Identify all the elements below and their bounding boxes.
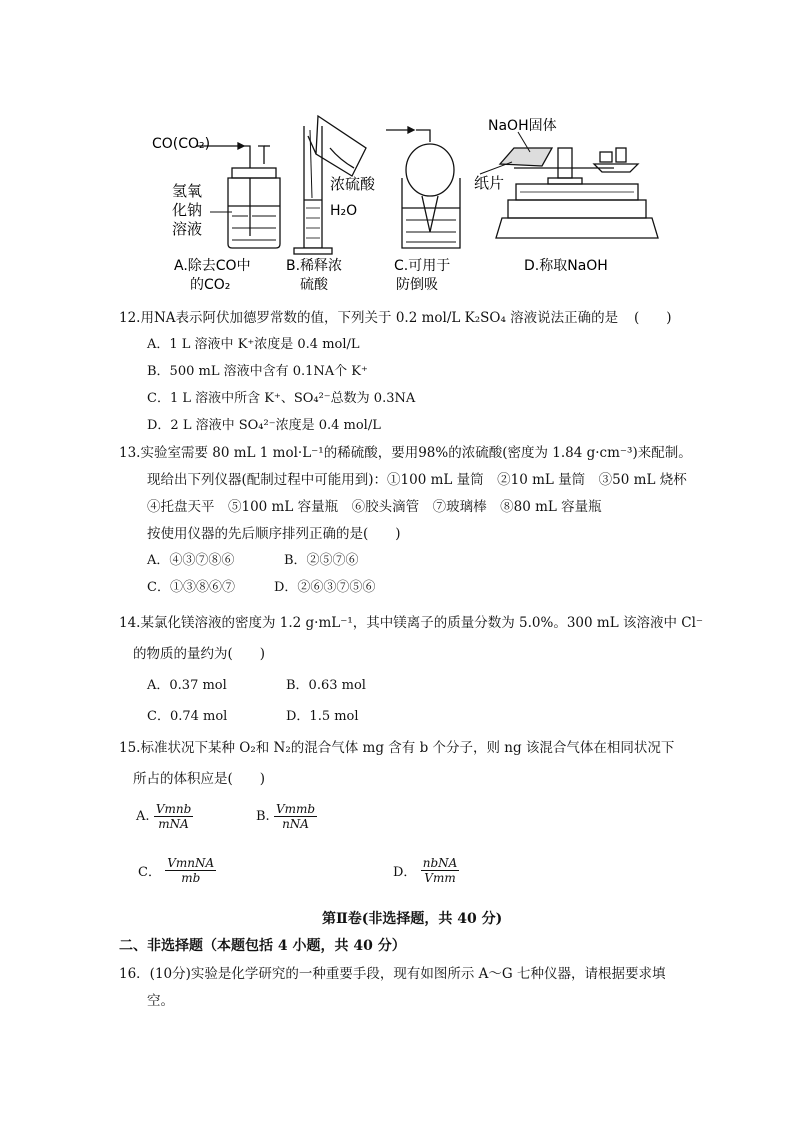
caption-a-line1: A.除去CO中	[174, 258, 251, 274]
label-naoh-solution-3: 溶液	[172, 220, 203, 238]
section-title: 第Ⅱ卷(非选择题，共 40 分)	[322, 911, 503, 927]
apparatus-figure	[140, 108, 660, 298]
caption-b-line2: 硫酸	[300, 277, 328, 293]
q12-option-c: C．1 L 溶液中所含 K⁺、SO₄²⁻总数为 0.3NA	[147, 391, 416, 406]
q15-a-numerator: Vmnb	[155, 802, 192, 816]
gas-washing-bottle-drawing	[196, 143, 280, 248]
label-naoh-solution-1: 氢氧	[172, 182, 203, 200]
label-conc-acid: 浓硫酸	[330, 175, 376, 193]
q15-option-c-label: C．	[138, 865, 161, 880]
q15-c-denominator: mb	[181, 871, 201, 885]
q15-option-b-label: B.	[256, 809, 270, 824]
q15-option-a	[136, 802, 193, 831]
q16-line1: 16．(10分)实验是化学研究的一种重要手段，现有如图所示 A～G 七种仪器，请根据要求填	[119, 966, 666, 982]
anti-suckback-drawing	[386, 127, 460, 248]
q15-option-b-fraction	[274, 802, 317, 831]
q15-option-d-label: D．	[393, 865, 417, 880]
q12-option-d: D．2 L 溶液中 SO₄²⁻浓度是 0.4 mol/L	[147, 418, 381, 433]
label-naoh-solution-2: 化钠	[172, 201, 203, 219]
q13-line4: 按使用仪器的先后顺序排列正确的是( )	[147, 526, 401, 542]
q15-option-a-label: A.	[136, 809, 150, 824]
q13-option-b: B．②⑤⑦⑥	[284, 553, 359, 568]
section-part-heading: 二、非选择题（本题包括 4 小题，共 40 分）	[119, 938, 406, 954]
q15-option-c	[138, 856, 216, 885]
q14-option-c: C．0.74 mol	[147, 709, 228, 724]
q15-c-numerator: VmnNA	[167, 856, 215, 870]
q15-option-d	[393, 856, 459, 885]
q15-b-numerator: Vmmb	[275, 802, 316, 816]
q15-b-denominator: nNA	[282, 817, 309, 831]
balance-drawing	[480, 132, 658, 238]
q14-option-b: B．0.63 mol	[286, 678, 366, 693]
q13-option-d: D．②⑥③⑦⑤⑥	[274, 580, 376, 595]
q13-line1: 13.实验室需要 80 mL 1 mol·L⁻¹的稀硫酸，要用98%的浓硫酸(密度为 1.84 g·cm⁻³)来配制。	[119, 445, 692, 461]
q14-option-d: D．1.5 mol	[286, 709, 359, 724]
q13-line3: ④托盘天平 ⑤100 mL 容量瓶 ⑥胶头滴管 ⑦玻璃棒 ⑧80 mL 容量瓶	[147, 499, 602, 515]
q12-paren: ( )	[634, 310, 672, 326]
caption-a-line2: 的CO₂	[190, 277, 231, 293]
q12-option-a: A．1 L 溶液中 K⁺浓度是 0.4 mol/L	[147, 337, 360, 352]
q13-option-a: A．④③⑦⑧⑥	[147, 553, 235, 568]
q15-option-b	[256, 802, 317, 831]
q13-option-c: C．①③⑧⑥⑦	[147, 580, 235, 595]
q14-option-a: A．0.37 mol	[147, 678, 227, 693]
q15-a-denominator: mNA	[158, 817, 189, 831]
caption-d-line1: D.称取NaOH	[524, 258, 608, 274]
q15-option-d-fraction	[421, 856, 460, 885]
q15-d-numerator: nbNA	[422, 856, 458, 870]
q15-line1: 15.标准状况下某种 O₂和 N₂的混合气体 mg 含有 b 个分子，则 ng 该混合气体在相同状况下	[119, 740, 675, 756]
q15-option-c-fraction	[165, 856, 216, 885]
q12-option-b: B．500 mL 溶液中含有 0.1NA个 K⁺	[147, 364, 368, 379]
q12-stem: 12.用NA表示阿伏加德罗常数的值，下列关于 0.2 mol/L K₂SO₄ 溶液说法正确的是	[119, 310, 619, 326]
q15-d-denominator: Vmm	[424, 871, 456, 885]
q14-line1: 14.某氯化镁溶液的密度为 1.2 g·mL⁻¹，其中镁离子的质量分数为 5.0%。300 mL 该溶液中 Cl⁻	[119, 615, 704, 631]
caption-c-line2: 防倒吸	[396, 277, 438, 293]
label-paper: 纸片	[474, 174, 505, 192]
caption-c-line1: C.可用于	[394, 258, 451, 274]
caption-b-line1: B.稀释浓	[286, 258, 343, 274]
q16-line2: 空。	[147, 993, 174, 1009]
q15-option-a-fraction	[154, 802, 193, 831]
q14-line2: 的物质的量约为( )	[133, 646, 266, 662]
q15-line2: 所占的体积应是( )	[133, 771, 266, 787]
label-naoh-solid: NaOH固体	[488, 118, 557, 134]
q13-line2: 现给出下列仪器(配制过程中可能用到)：①100 mL 量筒 ②10 mL 量筒 ③50 mL 烧杯	[147, 472, 687, 488]
label-co-co2: CO(CO₂)	[152, 136, 211, 152]
label-water: H₂O	[330, 203, 358, 219]
